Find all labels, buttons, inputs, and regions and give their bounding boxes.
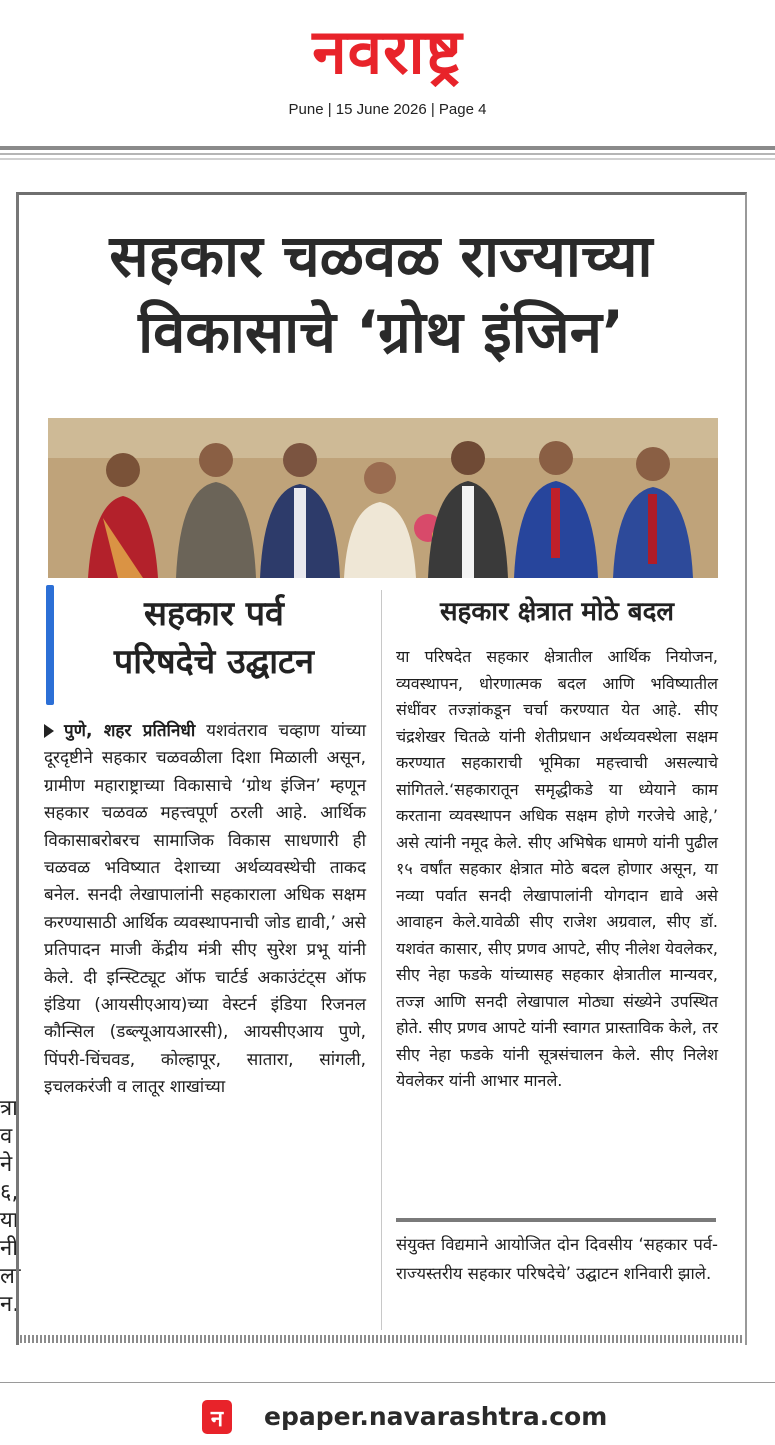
edge-fragment: न.: [0, 1292, 20, 1317]
edge-fragment: या: [0, 1208, 19, 1233]
epaper-url-link[interactable]: epaper.navarashtra.com: [264, 1402, 608, 1431]
edge-fragment: ६,: [0, 1180, 19, 1205]
article-dateline: पुणे, शहर प्रतिनिधी: [64, 721, 196, 741]
navarashtra-logo-icon[interactable]: [202, 1400, 232, 1434]
edge-fragment: त्रा: [0, 1096, 18, 1121]
newspaper-logo[interactable]: नवराष्ट्र: [312, 15, 463, 88]
right-column-text: या परिषदेत सहकार क्षेत्रातील आर्थिक नियोजन, व्यवस्थापन, धोरणात्मक बदल आणि भविष्यातील संधींवर तज्ज्ञांकडून चर्चा करण्यात येत आहे. सीए चंद्रशेखर चितळे यांनी शेतीप्रधान अर्थव्यवस्थेला सक्षम करण्यात सहकाराची भूमिका महत्त्वाची असल्याचे सांगितले.‘सहकारातून समृद्धीकडे या ध्येयाने काम करताना व्यवस्थापन अधिक सक्षम होणे गरजेचे आहे,’ असे त्यांनी नमूद केले. सीए अभिषेक धामणे यांनी पुढील १५ वर्षांत सहकार क्षेत्रात मोठे बदल होणार असून, या नव्या पर्वात सनदी लेखापालांनी योगदान द्यावे असे आवाहन केले.यावेळी सीए राजेश अग्रवाल, सीए डॉ. यशवंत कासार, सीए प्रणव आपटे, सीए नीलेश येवलेकर, सीए नेहा फडके यांच्यासह सहकार क्षेत्रातील मान्यवर, तज्ज्ञ आणि सनदी लेखापाल मोठ्या संख्येने उपस्थित होते. सीए प्रणव आपटे यांनी स्वागत प्रास्ताविक केले, तर सीए नेहा फडके यांनी सूत्रसंचालन केले. सीए निलेश येवलेकर यांनी आभार मानले.: [396, 647, 718, 1090]
article-photo[interactable]: [48, 418, 718, 578]
masthead-divider-thin: [0, 153, 775, 155]
left-subheading: [64, 590, 364, 686]
right-continuation-text: संयुक्त विद्यमाने आयोजित दोन दिवसीय ‘सहकार पर्व- राज्यस्तरीय सहकार परिषदेचे’ उद्घाटन शनिवारी झाले.: [396, 1235, 718, 1283]
edge-fragment: ला: [0, 1264, 21, 1289]
masthead-divider-light: [0, 158, 775, 160]
left-body-paragraph: यशवंतराव चव्हाण यांच्या दूरदृष्टीने सहकार चळवळीला दिशा मिळाली असून, ग्रामीण महाराष्ट्राच्या विकासाचे ‘ग्रोथ इंजिन’ म्हणून सहकार चळवळ महत्त्वपूर्ण ठरली आहे. आर्थिक विकासाबरोबरच सामाजिक विकास साधणारी ही चळवळ भविष्यात देशाच्या अर्थव्यवस्थेची ताकद बनेल. सनदी लेखापालांनी सहकाराला अधिक सक्षम करण्यासाठी आर्थिक व्यवस्थापनाची जोड द्यावी,’ असे प्रतिपादन माजी केंद्रीय मंत्री सीए सुरेश प्रभू यांनी केले. दी इन्स्टिट्यूट ऑफ चार्टर्ड अकाउंटंट्स ऑफ इंडिया (आयसीएआय)च्या वेस्टर्न इंडिया रिजनल कौन्सिल (डब्ल्यूआयआरसी), आयसीएआय पुणे, पिंपरी-चिंचवड, कोल्हापूर, सातारा, सांगली, इचलकरंजी व लातूर शाखांच्या: [44, 721, 366, 1098]
group-photo-icon: [48, 418, 718, 578]
left-subheading-line-2: परिषदेचे उद्घाटन: [113, 642, 315, 682]
footer-logo-glyph: न: [210, 1407, 224, 1432]
adjacent-column-fragment: [0, 1095, 21, 1365]
right-subheading: सहकार क्षेत्रात मोठे बदल: [439, 597, 675, 627]
masthead: [0, 0, 775, 130]
left-subheading-line-1: सहकार पर्व: [144, 594, 284, 634]
clipping-bottom-border: [20, 1335, 742, 1343]
section-accent-bar: [46, 585, 54, 705]
article-headline: [24, 218, 738, 370]
column-divider: [381, 590, 382, 1330]
play-triangle-icon: [44, 724, 54, 738]
edge-fragment: नी: [0, 1236, 18, 1261]
edge-fragment: ने: [0, 1152, 13, 1177]
edition-dateline: Pune | 15 June 2026 | Page 4: [288, 101, 487, 118]
headline-line-2: विकासाचे ‘ग्रोथ इंजिन’: [138, 298, 624, 366]
left-column-text: [44, 718, 366, 1328]
headline-line-1: सहकार चळवळ राज्याच्या: [109, 222, 653, 290]
edge-fragment: व: [0, 1124, 13, 1149]
footer-divider: [0, 1382, 775, 1383]
masthead-divider: [0, 146, 775, 150]
continuation-separator: [396, 1218, 716, 1222]
